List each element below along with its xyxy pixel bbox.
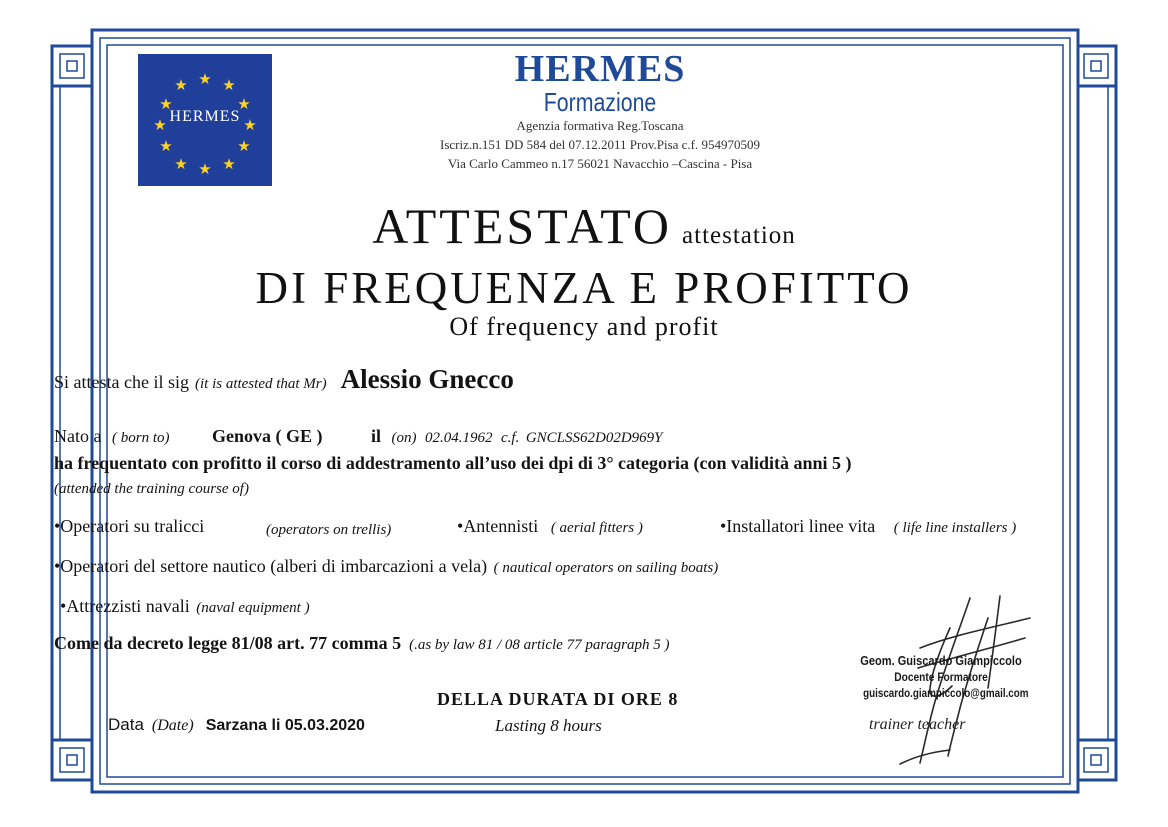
- stamp-email: guiscardo.giampiccolo@gmail.com: [863, 686, 1029, 700]
- bullet-lifeline: [720, 516, 1016, 537]
- title-attestation-en: attestation: [682, 222, 796, 249]
- duration-label: DELLA DURATA DI ORE 8: [437, 689, 679, 709]
- stamp-role: Docente Formatore: [894, 670, 988, 684]
- svg-text:★: ★: [159, 137, 173, 155]
- bullet-nautical-en: ( nautical operators on sailing boats): [493, 560, 719, 576]
- bullet-naval-label: •Attrezzisti navali: [60, 596, 190, 616]
- trainer-stamp: [846, 652, 1036, 701]
- recipient-name: Alessio Gnecco: [340, 364, 514, 394]
- law-text-en: (.as by law 81 / 08 article 77 paragraph 5 ): [409, 637, 670, 653]
- title-line-3: Of frequency and profit: [449, 312, 719, 341]
- svg-text:★: ★: [222, 155, 236, 173]
- bullet-trellis: [54, 516, 204, 537]
- birth-label-en: ( born to): [111, 430, 170, 446]
- date-label-en: (Date): [151, 717, 194, 734]
- bullet-naval: [60, 596, 310, 617]
- bullet-lifeline-label: •Installatori linee vita: [720, 516, 876, 536]
- date-label: Data: [108, 715, 144, 734]
- cf-value: GNCLSS62D02D969Y: [525, 430, 663, 446]
- law-text: Come da decreto legge 81/08 art. 77 comma 5: [54, 633, 402, 653]
- svg-text:★: ★: [159, 95, 173, 113]
- svg-text:★: ★: [198, 70, 212, 88]
- birth-row: [54, 426, 663, 447]
- bullet-trellis-label: •Operatori su tralicci: [54, 516, 205, 536]
- svg-text:★: ★: [174, 76, 188, 94]
- svg-text:★: ★: [174, 155, 188, 173]
- svg-text:★: ★: [237, 137, 251, 155]
- date-value: Sarzana li 05.03.2020: [205, 717, 365, 734]
- attest-row: [54, 364, 514, 395]
- svg-text:★: ★: [243, 116, 257, 134]
- svg-text:★: ★: [153, 116, 167, 134]
- logo-text: HERMES: [169, 108, 241, 125]
- bullet-trellis-en: (operators on trellis): [266, 522, 392, 538]
- agency-line-3: Via Carlo Cammeo n.17 56021 Navacchio –Cascina - Pisa: [447, 156, 753, 171]
- bullet-aerial-label: •Antennisti: [457, 516, 539, 536]
- agency-header: [380, 50, 820, 173]
- bullet-aerial: [457, 516, 643, 537]
- agency-line-1: Agenzia formativa Reg.Toscana: [516, 118, 684, 133]
- stamp-name: Geom. Guiscardo Giampiccolo: [860, 653, 1022, 668]
- birth-label: Nato a: [54, 426, 102, 446]
- title-main: [0, 197, 1168, 255]
- birth-on-en: (on): [391, 430, 417, 446]
- law-row: [54, 633, 669, 654]
- date-row: [108, 715, 365, 735]
- hermes-eu-logo: [138, 54, 272, 186]
- agency-brand: HERMES: [514, 48, 686, 90]
- attest-label: Si attesta che il sig: [54, 372, 189, 392]
- trainer-teacher-en: trainer teacher: [869, 716, 966, 733]
- svg-text:★: ★: [198, 160, 212, 178]
- birth-date: 02.04.1962: [425, 430, 493, 446]
- course-text-en: (attended the training course of): [54, 481, 249, 497]
- duration-label-en: Lasting 8 hours: [495, 716, 602, 735]
- bullet-naval-en: (naval equipment ): [196, 600, 310, 616]
- svg-text:★: ★: [222, 76, 236, 94]
- bullet-trellis-en-wrap: [266, 518, 391, 539]
- birth-place: Genova ( GE ): [211, 426, 323, 446]
- agency-brand-sub: Formazione: [543, 87, 657, 117]
- bullet-lifeline-en: ( life line installers ): [893, 520, 1017, 536]
- bullet-nautical-label: •Operatori del settore nautico (alberi di imbarcazioni a vela): [54, 556, 488, 576]
- agency-line-2: Iscriz.n.151 DD 584 del 07.12.2011 Prov.Pisa c.f. 954970509: [439, 137, 761, 152]
- course-text: ha frequentato con profitto il corso di addestramento all’uso dei dpi di 3° categoria (con validità anni 5 ): [54, 453, 852, 473]
- svg-text:★: ★: [237, 95, 251, 113]
- bullet-nautical: [54, 556, 718, 577]
- title-line-2: DI FREQUENZA E PROFITTO: [255, 263, 913, 313]
- bullet-aerial-en: ( aerial fitters ): [550, 520, 643, 536]
- birth-il: il: [370, 426, 381, 446]
- attest-label-en: (it is attested that Mr): [194, 376, 327, 392]
- title-attestato: ATTESTATO: [372, 198, 673, 254]
- cf-label: c.f.: [501, 430, 520, 446]
